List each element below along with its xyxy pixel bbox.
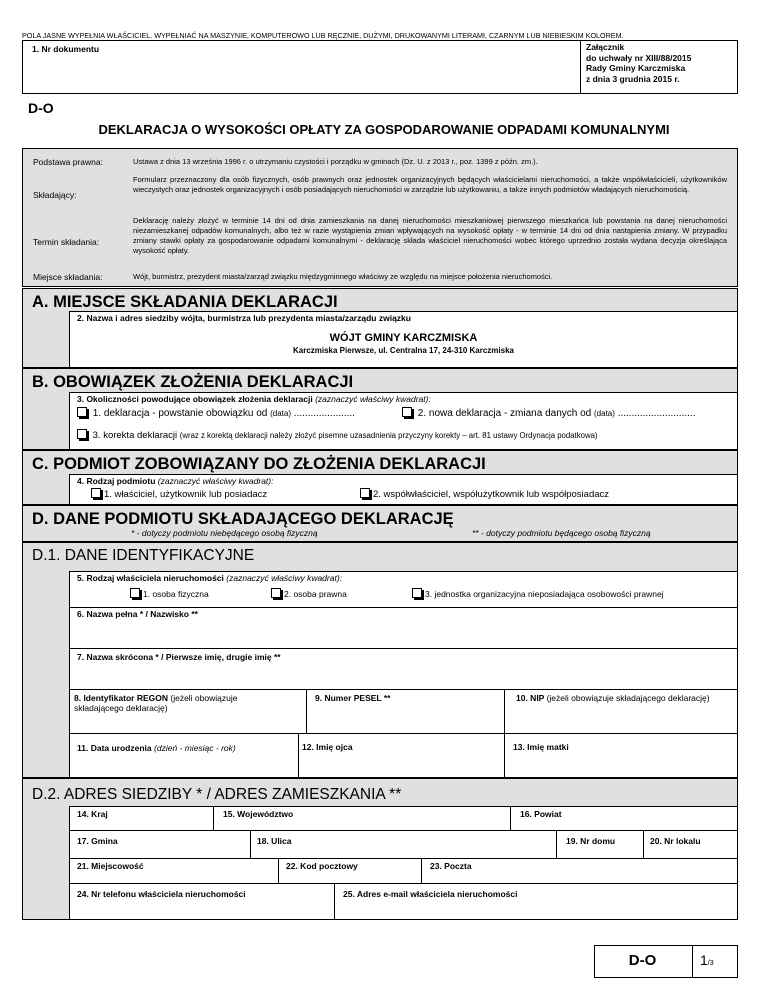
field-22-postal-code[interactable]: 22. Kod pocztowy: [286, 861, 358, 871]
field-18-street[interactable]: 18. Ulica: [257, 836, 292, 846]
document-number-field[interactable]: [23, 55, 579, 93]
option-declaration[interactable]: 1. deklaracja - powstanie obowiązku od (data) ......................: [77, 407, 355, 419]
authority-name: WÓJT GMINY KARCZMISKA: [329, 332, 478, 344]
field-20-apartment-number[interactable]: 20. Nr lokalu: [650, 836, 701, 846]
field-10-label: 10. NIP (jeżeli obowiązuje składającego deklarację): [516, 693, 710, 703]
form-code: D-O: [28, 100, 54, 116]
field-3-label: 3. Okoliczności powodujące obowiązek złożenia deklaracji (zaznaczyć właściwy kwadrat):: [77, 394, 431, 404]
field-8-label: 8. Identyfikator REGON (jeżeli obowiązuje składającego deklarację): [74, 693, 238, 713]
address-fields: [69, 806, 738, 920]
option-natural-person[interactable]: 1. osoba fizyczna: [130, 588, 209, 599]
field-9-label: 9. Numer PESEL **: [315, 693, 391, 703]
authority-address: Karczmiska Pierwsze, ul. Centralna 17, 24-310 Karczmiska: [292, 346, 514, 355]
field-5-label: 5. Rodzaj właściciela nieruchomości (zaznaczyć właściwy kwadrat):: [77, 573, 343, 583]
checkbox-icon[interactable]: [412, 588, 422, 598]
checkbox-icon[interactable]: [91, 488, 101, 498]
section-d2-title: D.2. ADRES SIEDZIBY * / ADRES ZAMIESZKANIA **: [32, 786, 402, 803]
birth-fields-row: [69, 733, 738, 778]
checkbox-icon[interactable]: [77, 407, 87, 417]
checkbox-icon[interactable]: [77, 429, 87, 439]
field-19-house-number[interactable]: 19. Nr domu: [566, 836, 616, 846]
field-2-label: 2. Nazwa i adres siedziby wójta, burmistrza lub prezydenta miasta/zarządu związku: [77, 313, 411, 323]
deadline-text: Deklarację należy złożyć w terminie 14 dni od dnia zamieszkania na danej nieruchomości mieszkaniowej pierwszego mieszkańca lub powstania na danej nieruchomości niezamieszkanej odpadów komunalnych, albo też w razie wystąpienia zmian wpływających na wysokość opłaty - w terminie 14 dni od dnia nastąpienia zmiany. W przypadku zmiany stawki opłaty za gospodarowanie odpadami komunalnymi - deklarację składa właściciel nieruchomości wobec którego uprzednio została wydana decyzja określająca wysokość opłaty.: [133, 216, 727, 255]
field-17-commune[interactable]: 17. Gmina: [77, 836, 118, 846]
section-b-title: B. OBOWIĄZEK ZŁOŻENIA DEKLARACJI: [32, 373, 354, 391]
field-15-voivodeship[interactable]: 15. Województwo: [223, 809, 294, 819]
section-c-title: C. PODMIOT ZOBOWIĄZANY DO ZŁOŻENIA DEKLARACJI: [32, 455, 486, 473]
place-label: Miejsce składania:: [33, 272, 103, 282]
option-owner[interactable]: 1. właściciel, użytkownik lub posiadacz: [91, 488, 267, 500]
field-21-locality[interactable]: 21. Miejscowość: [77, 861, 144, 871]
field-11-label: 11. Data urodzenia (dzień - miesiąc - rok): [77, 743, 236, 753]
attachment-info: Załącznik do uchwały nr XIII/88/2015 Rady Gminy Karczmiska z dnia 3 grudnia 2015 r.: [586, 42, 692, 84]
footer-form-code: D-O: [628, 952, 657, 969]
field-25-email[interactable]: 25. Adres e-mail właściciela nieruchomości: [343, 889, 518, 899]
place-text: Wójt, burmistrz, prezydent miasta/zarząd związku międzygminnego właściwy ze względu na miejsce położenia nieruchomości.: [133, 272, 553, 281]
option-correction[interactable]: 3. korekta deklaracji (wraz z korektą deklaracji należy złożyć pisemne uzasadnienia przyczyny korekty – art. 81 ustawy Ordynacja podatkowa): [77, 429, 598, 441]
field-6-label: 6. Nazwa pełna * / Nazwisko **: [77, 609, 198, 619]
checkbox-icon[interactable]: [271, 588, 281, 598]
field-16-county[interactable]: 16. Powiat: [520, 809, 562, 819]
legal-basis-text: Ustawa z dnia 13 września 1996 r. o utrzymaniu czystości i porządku w gminach (Dz. U. z 2013 r., poz. 1399 z późn. zm.).: [133, 157, 538, 166]
option-co-owner[interactable]: 2. współwłaściciel, współużytkownik lub współposiadacz: [360, 488, 609, 500]
option-new-declaration[interactable]: 2. nowa deklaracja - zmiana danych od (data) ............................: [402, 407, 695, 419]
legal-basis-label: Podstawa prawna:: [33, 157, 103, 167]
checkbox-icon[interactable]: [130, 588, 140, 598]
field-13-label: 13. Imię matki: [513, 742, 569, 752]
fill-instructions: POLA JASNE WYPEŁNIA WŁAŚCICIEL. WYPEŁNIAĆ NA MASZYNIE, KOMPUTEROWO LUB RĘCZNIE, DUŻYMI, DRUKOWANYMI LITERAMI, CZARNYM LUB NIEBIESKIM KOLOREM.: [22, 31, 624, 40]
field-12-label: 12. Imię ojca: [302, 742, 353, 752]
filer-label: Składający:: [33, 190, 77, 200]
page-number: 1/3: [700, 952, 714, 968]
field-14-country[interactable]: 14. Kraj: [77, 809, 108, 819]
field-24-phone[interactable]: 24. Nr telefonu właściciela nieruchomości: [77, 889, 246, 899]
field-7-label: 7. Nazwa skrócona * / Pierwsze imię, drugie imię **: [77, 652, 281, 662]
filer-text: Formularz przeznaczony dla osób fizycznych, osób prawnych oraz jednostek organizacyjnych będących właścicielami nieruchomości, a także współwłaścicieli, użytkowników wieczystych oraz jednostek organizacyjnych i osób posiadających nieruchomości w zarządzie lub użytkowaniu, a także innych podmiotów władających nieruchomością.: [133, 175, 727, 194]
note-natural-person: ** - dotyczy podmiotu będącego osobą fizyczną: [472, 528, 651, 538]
checkbox-icon[interactable]: [360, 488, 370, 498]
field-23-post-office[interactable]: 23. Poczta: [430, 861, 472, 871]
section-d1-title: D.1. DANE IDENTYFIKACYJNE: [32, 547, 255, 564]
option-legal-person[interactable]: 2. osoba prawna: [271, 588, 347, 599]
deadline-label: Termin składania:: [33, 237, 100, 247]
note-non-natural-person: * - dotyczy podmiotu niebędącego osobą fizyczną: [131, 528, 318, 538]
option-organizational-unit[interactable]: 3. jednostka organizacyjna nieposiadająca osobowości prawnej: [412, 588, 664, 599]
field-4-label: 4. Rodzaj podmiotu (zaznaczyć właściwy kwadrat):: [77, 476, 274, 486]
main-title: DEKLARACJA O WYSOKOŚCI OPŁATY ZA GOSPODAROWANIE ODPADAMI KOMUNALNYMI: [98, 122, 670, 137]
section-d-title: D. DANE PODMIOTU SKŁADAJĄCEGO DEKLARACJĘ: [32, 510, 454, 528]
document-number-label: 1. Nr dokumentu: [32, 44, 100, 54]
section-a-title: A. MIEJSCE SKŁADANIA DEKLARACJI: [32, 293, 338, 311]
checkbox-icon[interactable]: [402, 407, 412, 417]
